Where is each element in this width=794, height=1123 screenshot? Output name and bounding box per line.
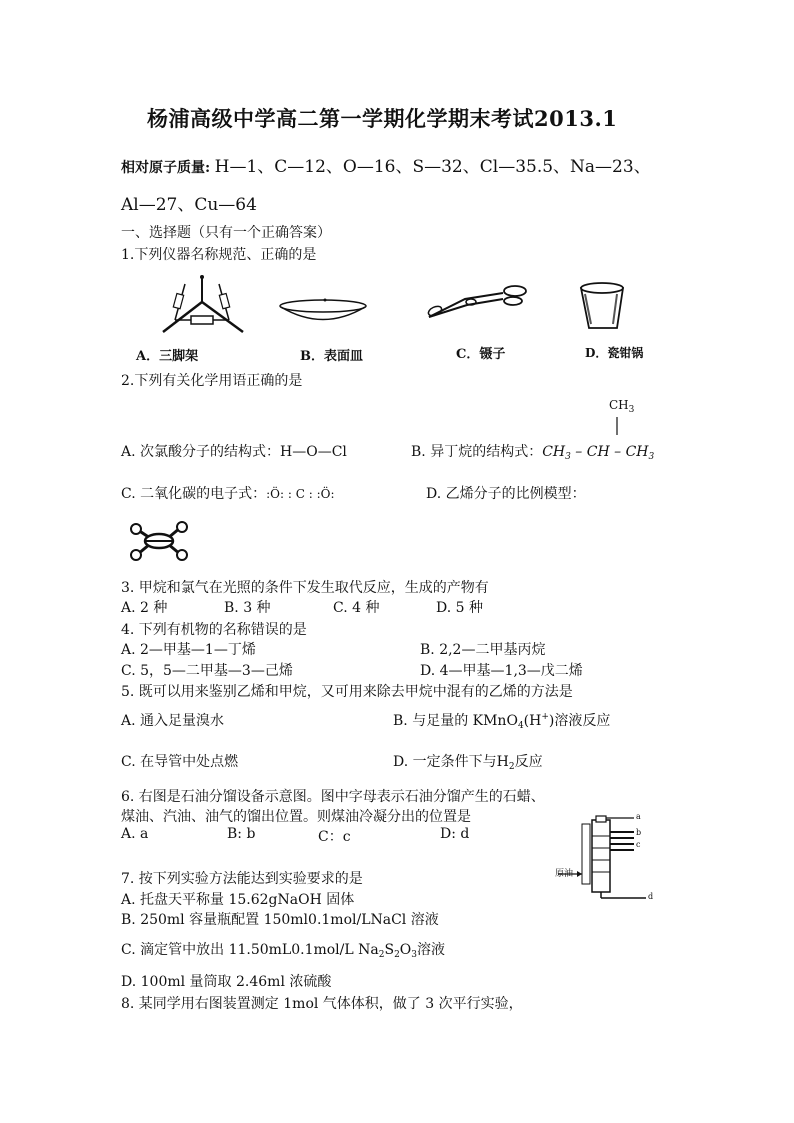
q6-option-a: A. a bbox=[121, 826, 149, 842]
figure-label-a: a bbox=[636, 812, 641, 821]
watch-glass-icon bbox=[278, 298, 368, 328]
q6-option-d: D: d bbox=[440, 826, 470, 842]
q4-option-c: C. 5，5—二甲基—3—己烯 bbox=[121, 663, 293, 679]
section-heading: 一、选择题（只有一个正确答案） bbox=[121, 225, 331, 241]
q4-stem: 4. 下列有机物的名称错误的是 bbox=[121, 622, 307, 638]
tripod-icon bbox=[155, 272, 250, 340]
distillation-column-figure bbox=[552, 814, 657, 904]
q3-option-a: A. 2 种 bbox=[121, 600, 168, 616]
q7-option-a: A. 托盘天平称量 15.62gNaOH 固体 bbox=[121, 892, 355, 908]
q4-option-d: D. 4—甲基—1,3—戊二烯 bbox=[420, 663, 583, 679]
tongs-icon bbox=[425, 283, 530, 323]
q1-option-b: B．表面皿 bbox=[300, 349, 363, 364]
figure-label-c: c bbox=[636, 840, 641, 849]
q6-stem-line1: 6. 右图是石油分馏设备示意图。图中字母表示石油分馏产生的石蜡、 bbox=[121, 789, 545, 805]
figure-label-d: d bbox=[648, 892, 654, 901]
atomic-mass-values-1: H—1、C—12、O—16、S—32、Cl—35.5、Na—23、 bbox=[214, 157, 651, 177]
ethylene-model-icon bbox=[128, 520, 190, 562]
q7-stem: 7. 按下列实验方法能达到实验要求的是 bbox=[121, 871, 363, 887]
atomic-mass-values-2: Al—27、Cu—64 bbox=[121, 195, 257, 215]
q3-stem: 3. 甲烷和氯气在光照的条件下发生取代反应，生成的产物有 bbox=[121, 580, 489, 596]
atomic-mass-line1 bbox=[121, 152, 651, 177]
q5-option-c: C. 在导管中处点燃 bbox=[121, 754, 239, 770]
q2-option-b: B. 异丁烷的结构式：$CH_3$ – CH – $CH_3$ bbox=[411, 444, 655, 462]
q7-option-d: D. 100ml 量筒取 2.46ml 浓硫酸 bbox=[121, 974, 332, 990]
q2-option-a: A. 次氯酸分子的结构式：H—O—Cl bbox=[121, 444, 347, 460]
q8-stem: 8. 某同学用右图装置测定 1mol 气体体积，做了 3 次平行实验， bbox=[121, 996, 523, 1012]
q5-option-a: A. 通入足量溴水 bbox=[121, 713, 225, 729]
q3-option-d: D. 5 种 bbox=[436, 600, 483, 616]
q7-option-c: C. 滴定管中放出 11.50mL0.1mol/L $Na_2S_2O_3$溶液 bbox=[121, 942, 446, 960]
q5-option-d: D. 一定条件下与$H_2$反应 bbox=[393, 754, 543, 772]
q3-option-b: B. 3 种 bbox=[224, 600, 271, 616]
crucible-icon bbox=[577, 280, 627, 332]
q2-b-branch: $CH_3$ bbox=[609, 398, 635, 415]
q2-b-bond-line bbox=[615, 417, 619, 437]
q5-option-b: B. 与足量的 KMnO$_4$(H+)溶液反应 bbox=[393, 712, 611, 731]
figure-label-b: b bbox=[636, 828, 642, 837]
page-title: 杨浦高级中学高二第一学期化学期末考试2013.1 bbox=[147, 106, 618, 131]
q1-option-c: C．镊子 bbox=[456, 347, 506, 362]
q1-option-a: A．三脚架 bbox=[136, 349, 199, 364]
q2-option-d: D. 乙烯分子的比例模型： bbox=[426, 486, 586, 502]
q1-option-d: D．瓷钳锅 bbox=[585, 346, 644, 360]
q4-option-b: B. 2,2—二甲基丙烷 bbox=[420, 642, 546, 658]
q5-stem: 5. 既可以用来鉴别乙烯和甲烷，又可用来除去甲烷中混有的乙烯的方法是 bbox=[121, 684, 573, 700]
q6-option-b: B: b bbox=[227, 826, 256, 842]
q3-option-c: C. 4 种 bbox=[333, 600, 380, 616]
q7-option-b: B. 250ml 容量瓶配置 150ml0.1mol/LNaCl 溶液 bbox=[121, 912, 439, 928]
atomic-mass-label: 相对原子质量: bbox=[121, 160, 211, 176]
q2-option-c: C. 二氧化碳的电子式：:Ö: : C : :Ö: bbox=[121, 486, 335, 502]
q4-option-a: A. 2—甲基—1—丁烯 bbox=[121, 642, 256, 658]
q6-stem-line2: 煤油、汽油、油气的馏出位置。则煤油冷凝分出的位置是 bbox=[121, 809, 471, 825]
q1-stem: 1.下列仪器名称规范、正确的是 bbox=[121, 247, 317, 263]
figure-label-crude: 原油 bbox=[555, 869, 574, 879]
q2-stem: 2.下列有关化学用语正确的是 bbox=[121, 373, 303, 389]
q6-option-c: C：c bbox=[318, 829, 351, 845]
